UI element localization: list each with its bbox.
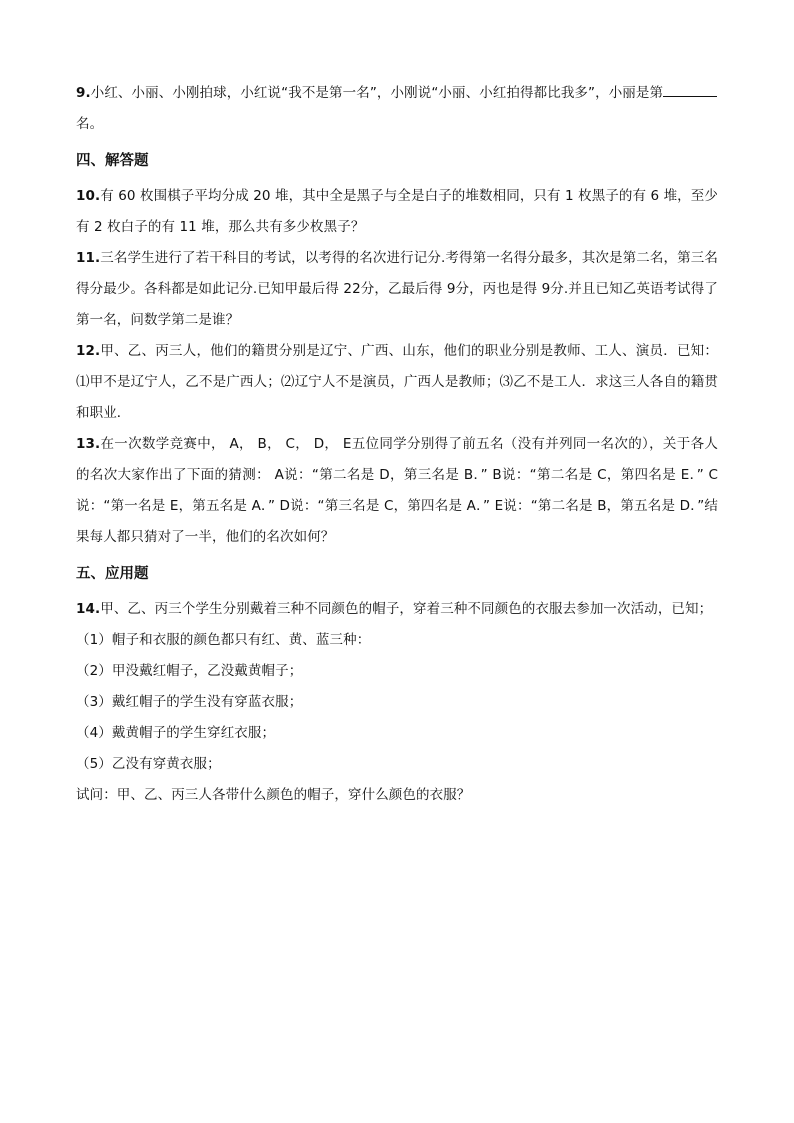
worksheet-page bbox=[76, 78, 718, 811]
question-text: 小红、小丽、小刚拍球，小红说“我不是第一名”，小刚说“小丽、小红拍得都比我多”，小丽是第 bbox=[90, 85, 664, 101]
question-number: 12. bbox=[76, 343, 101, 359]
question-14-ask: 试问：甲、乙、丙三人各带什么颜色的帽子，穿什么颜色的衣服？ bbox=[76, 787, 471, 803]
question-number: 10. bbox=[76, 188, 101, 204]
question-9 bbox=[76, 78, 718, 140]
answer-blank[interactable] bbox=[663, 82, 717, 97]
question-14 bbox=[76, 594, 718, 625]
question-text: 有 60 枚围棋子平均分成 20 堆，其中全是黑子与全是白子的堆数相同，只有 1 枚黑子的有 6 堆，至少有 2 枚白子的有 11 堆，那么共有多少枚黑子？ bbox=[76, 188, 718, 235]
condition-5: （5）乙没有穿黄衣服； bbox=[76, 756, 221, 772]
question-number: 9. bbox=[76, 85, 91, 101]
condition-4: （4）戴黄帽子的学生穿红衣服； bbox=[76, 725, 276, 741]
condition-2: （2）甲没戴红帽子，乙没戴黄帽子； bbox=[76, 663, 303, 679]
condition-3: （3）戴红帽子的学生没有穿蓝衣服； bbox=[76, 694, 303, 710]
question-number: 14. bbox=[76, 601, 101, 617]
question-text-tail: 名。 bbox=[76, 116, 104, 132]
question-number: 11. bbox=[76, 250, 101, 266]
question-number: 13. bbox=[76, 436, 101, 452]
question-13 bbox=[76, 429, 718, 553]
question-text: 在一次数学竞赛中， A， B， C， D， E五位同学分别得了前五名（没有并列同一名次的），关于各人的名次大家作出了下面的猜测： A说：“第二名是 D，第三名是 B．” B说：“第二名是 C，第四名是 E．” C说：“第一名是 E，第五名是 A．” D说：“第三名是 C，第四名是 A．” E说：“第二名是 B，第五名是 D．”结果每人都只猜对了一半，他们的名次如何？ bbox=[76, 436, 718, 545]
section-heading-answer-questions: 四、解答题 bbox=[76, 153, 149, 169]
question-text: 甲、乙、丙三人，他们的籍贯分别是辽宁、广西、山东，他们的职业分别是教师、工人、演员．已知：⑴甲不是辽宁人，乙不是广西人；⑵辽宁人不是演员，广西人是教师；⑶乙不是工人．求这三人各自的籍贯和职业． bbox=[76, 343, 718, 421]
question-10 bbox=[76, 181, 718, 243]
question-intro: 甲、乙、丙三个学生分别戴着三种不同颜色的帽子，穿着三种不同颜色的衣服去参加一次活动，已知； bbox=[100, 601, 713, 617]
question-text: 三名学生进行了若干科目的考试，以考得的名次进行记分.考得第一名得分最多，其次是第二名，第三名得分最少。各科都是如此记分.已知甲最后得 22分，乙最后得 9分，丙也是得 9分.并且已知乙英语考试得了第一名，问数学第二是谁？ bbox=[76, 250, 718, 328]
question-12 bbox=[76, 336, 718, 429]
section-heading-application: 五、应用题 bbox=[76, 566, 149, 582]
question-11 bbox=[76, 243, 718, 336]
condition-1: （1）帽子和衣服的颜色都只有红、黄、蓝三种： bbox=[76, 632, 371, 648]
